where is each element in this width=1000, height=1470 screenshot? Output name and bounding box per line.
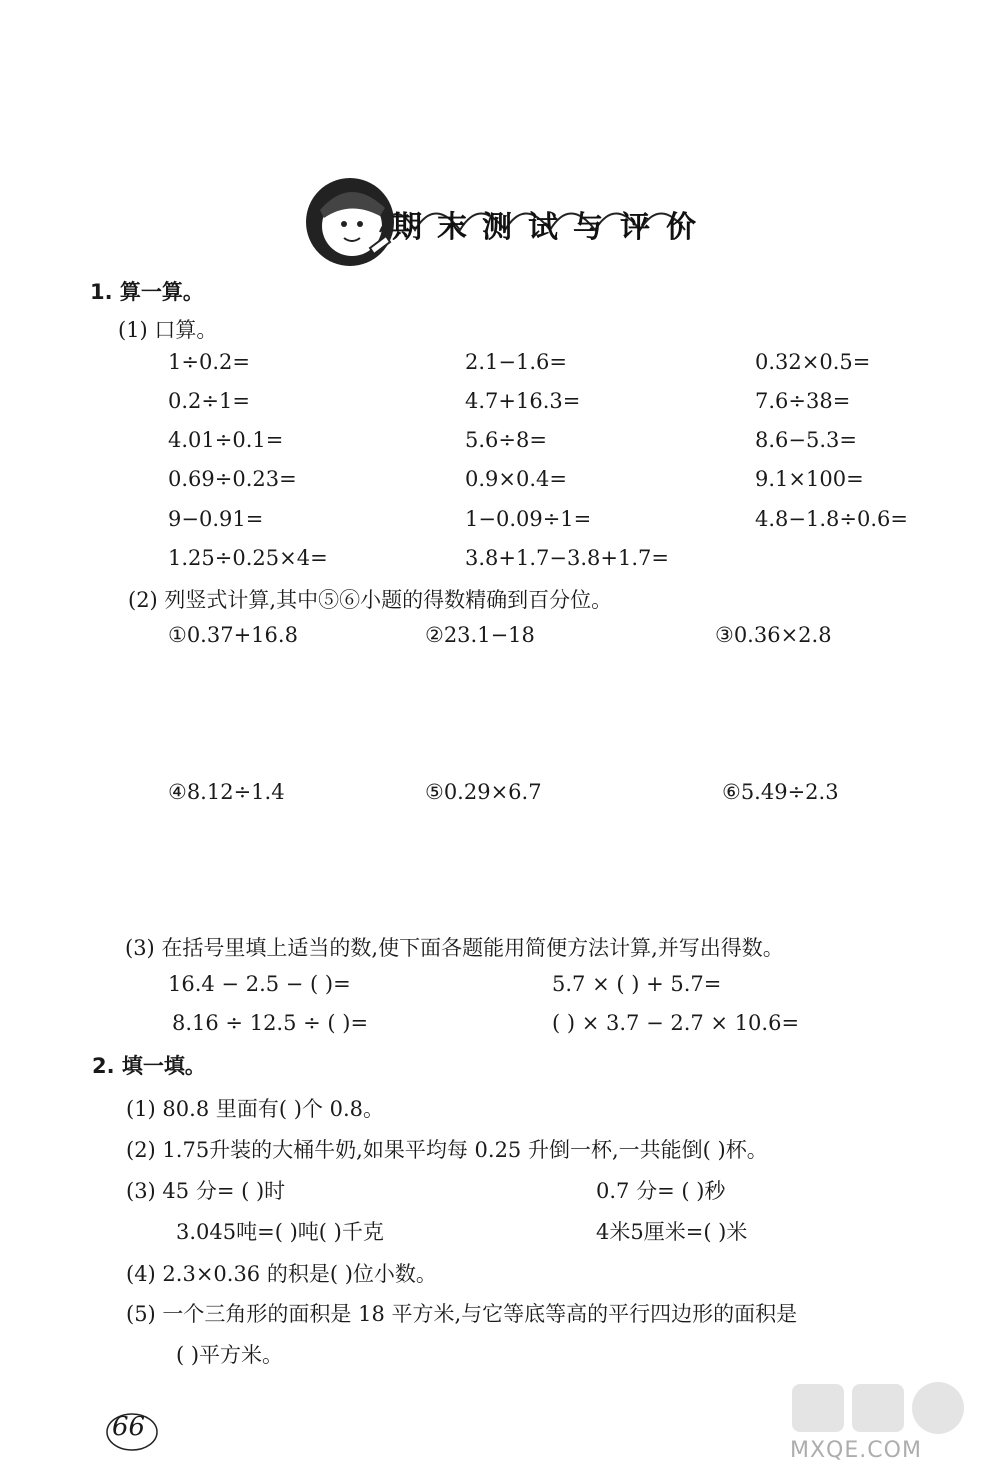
oral-calc-item: 0.9×0.4= bbox=[465, 467, 567, 491]
oral-calc-item: 0.32×0.5= bbox=[755, 350, 871, 374]
vertical-calc-item: ①0.37+16.8 bbox=[168, 623, 298, 647]
simplify-item: 16.4 − 2.5 − ( )= bbox=[168, 972, 351, 996]
fill-item: (2) 1.75升装的大桶牛奶,如果平均每 0.25 升倒一杯,一共能倒( )杯。 bbox=[126, 1138, 768, 1162]
title-char: 评 bbox=[620, 210, 650, 245]
vertical-calc-item: ⑥5.49÷2.3 bbox=[722, 780, 839, 804]
oral-calc-item: 5.6÷8= bbox=[465, 428, 547, 452]
page-number: 66 bbox=[112, 1412, 146, 1442]
q1-part1-label: (1) 口算。 bbox=[118, 318, 218, 342]
chapter-title bbox=[300, 170, 720, 270]
oral-calc-item: 1.25÷0.25×4= bbox=[168, 546, 328, 570]
oral-calc-item: 8.6−5.3= bbox=[755, 428, 857, 452]
oral-calc-item: 3.8+1.7−3.8+1.7= bbox=[465, 546, 669, 570]
fill-item: (3) 45 分= ( )时 bbox=[126, 1179, 286, 1203]
oral-calc-item: 9.1×100= bbox=[755, 467, 864, 491]
simplify-item: ( ) × 3.7 − 2.7 × 10.6= bbox=[552, 1011, 800, 1035]
q2-heading: 2. 填一填。 bbox=[92, 1054, 206, 1078]
q1-part3-label: (3) 在括号里填上适当的数,使下面各题能用简便方法计算,并写出得数。 bbox=[125, 936, 784, 960]
title-char: 期 bbox=[392, 210, 422, 245]
oral-calc-item: 2.1−1.6= bbox=[465, 350, 567, 374]
vertical-calc-item: ④8.12÷1.4 bbox=[168, 780, 285, 804]
oral-calc-item: 4.8−1.8÷0.6= bbox=[755, 507, 908, 531]
title-char: 测 bbox=[482, 210, 512, 245]
fill-item: 4米5厘米=( )米 bbox=[596, 1220, 748, 1244]
simplify-item: 5.7 × ( ) + 5.7= bbox=[552, 972, 722, 996]
vertical-calc-item: ②23.1−18 bbox=[425, 623, 535, 647]
oral-calc-item: 0.69÷0.23= bbox=[168, 467, 297, 491]
oral-calc-item: 1−0.09÷1= bbox=[465, 507, 592, 531]
oral-calc-item: 0.2÷1= bbox=[168, 389, 250, 413]
watermark-logo-icon bbox=[790, 1378, 980, 1438]
fill-item: (5) 一个三角形的面积是 18 平方米,与它等底等高的平行四边形的面积是 bbox=[126, 1302, 798, 1326]
simplify-item: 8.16 ÷ 12.5 ÷ ( )= bbox=[172, 1011, 369, 1035]
title-char: 与 bbox=[573, 210, 603, 245]
fill-item: 3.045吨=( )吨( )千克 bbox=[176, 1220, 384, 1244]
title-char: 试 bbox=[528, 210, 558, 245]
vertical-calc-item: ③0.36×2.8 bbox=[715, 623, 832, 647]
oral-calc-item: 4.01÷0.1= bbox=[168, 428, 284, 452]
oral-calc-item: 4.7+16.3= bbox=[465, 389, 581, 413]
oral-calc-item: 9−0.91= bbox=[168, 507, 264, 531]
vertical-calc-item: ⑤0.29×6.7 bbox=[425, 780, 542, 804]
oral-calc-item: 1÷0.2= bbox=[168, 350, 250, 374]
title-char: 价 bbox=[666, 210, 696, 245]
title-char: 末 bbox=[437, 210, 467, 245]
q1-part2-label: (2) 列竖式计算,其中⑤⑥小题的得数精确到百分位。 bbox=[128, 588, 613, 612]
oral-calc-item: 7.6÷38= bbox=[755, 389, 851, 413]
q1-heading: 1. 算一算。 bbox=[90, 280, 204, 304]
fill-item: (4) 2.3×0.36 的积是( )位小数。 bbox=[126, 1262, 437, 1286]
watermark-text: MXQE.COM bbox=[790, 1438, 922, 1463]
fill-item: (1) 80.8 里面有( )个 0.8。 bbox=[126, 1097, 384, 1121]
fill-item: 0.7 分= ( )秒 bbox=[596, 1179, 726, 1203]
fill-item: ( )平方米。 bbox=[176, 1343, 284, 1367]
